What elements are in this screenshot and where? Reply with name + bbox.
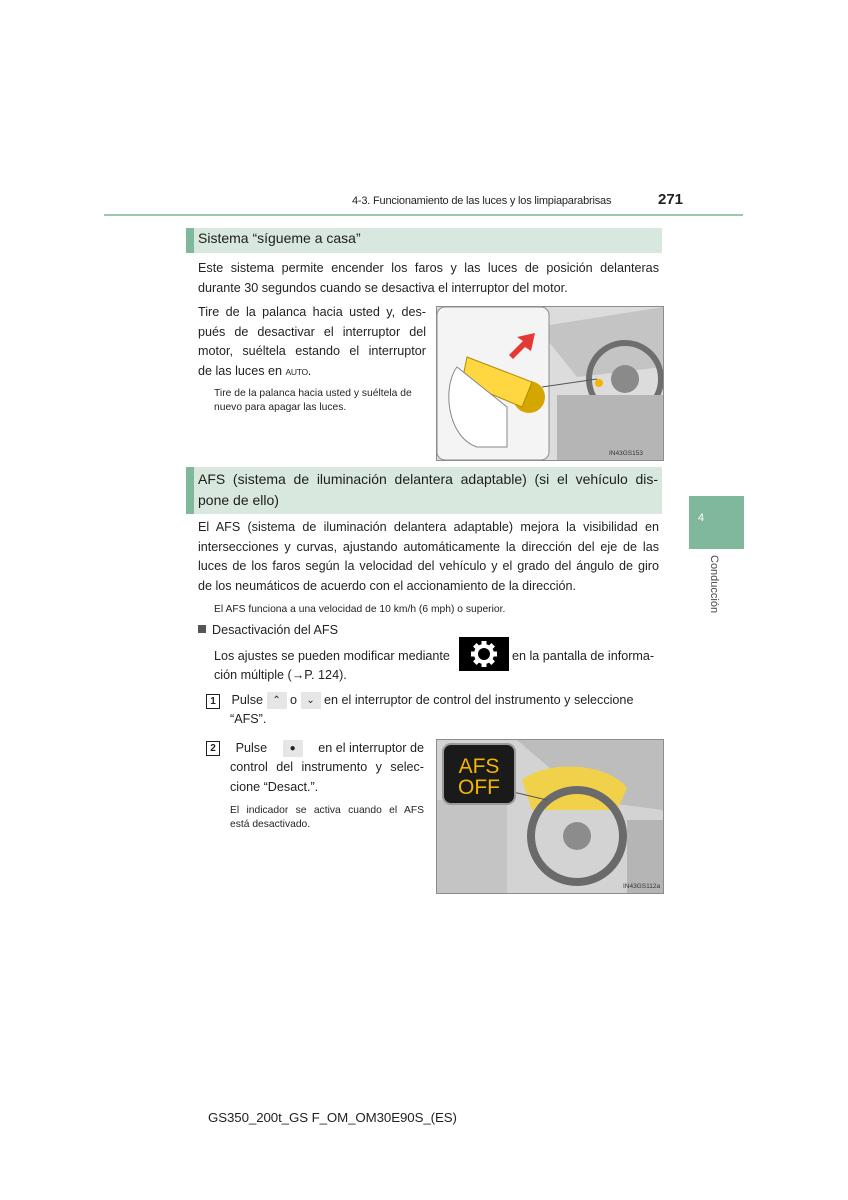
step2-note — [230, 804, 424, 832]
instruction-line: pués de desactivar el interruptor del — [198, 324, 426, 339]
chapter-label: Conducción — [708, 555, 720, 614]
section1-instruction: Tire de la palanca hacia usted y, des- pués de desactivar el interruptor del motor, suéltela estando el interruptor de las luces en AUTO. — [198, 305, 426, 378]
chapter-tab[interactable] — [689, 496, 744, 549]
title-line: AFS (sistema de iluminación delantera adaptable) (si el vehículo dis- — [198, 471, 658, 487]
step2-line: control del instrumento y selec- — [230, 760, 424, 774]
lever-illustration — [436, 306, 664, 461]
step2 — [206, 739, 424, 759]
chevron-up-icon: ⌃ — [267, 692, 287, 709]
section1-intro: Este sistema permite encender los faros y las luces de posición delanteras durante 30 segundos cuando se desactiva el interruptor del motor. — [198, 261, 659, 295]
page-number: 271 — [658, 191, 684, 208]
section2-title — [186, 467, 662, 514]
instruction-line: de las luces en — [198, 363, 283, 378]
step1-text-b: en el interruptor de control del instrumento y seleccione — [324, 693, 634, 707]
instruction-line: motor, suéltela estando el interruptor — [198, 344, 426, 358]
section1-title: Sistema “sígueme a casa” — [186, 228, 662, 253]
square-bullet-icon — [198, 625, 206, 633]
speed-note: El AFS funciona a una velocidad de 10 km/h (6 mph) o superior. — [214, 604, 506, 615]
subheading-text: Desactivación del AFS — [212, 623, 338, 637]
instruction-line: Tire de la palanca hacia usted y, des- — [198, 305, 426, 319]
chevron-down-icon: ⌄ — [301, 692, 321, 709]
intro-line: intersecciones y curvas, ajustando automáticamente la dirección del eje de las — [198, 539, 659, 554]
intro-line: El AFS (sistema de iluminación delantera adaptable) mejora la visibilidad en — [198, 520, 659, 534]
note-line: está desactivado. — [230, 819, 311, 830]
afs-off-illustration — [436, 739, 664, 894]
footer-code: GS350_200t_GS F_OM_OM30E90S_(ES) — [208, 1110, 457, 1125]
enter-dot-icon: ● — [283, 740, 303, 757]
title-line: pone de ello) — [198, 492, 279, 508]
step2-cont — [230, 758, 424, 797]
step2-line: Pulse — [235, 741, 268, 755]
subheading — [198, 621, 338, 641]
step1-or: o — [290, 693, 298, 707]
auto-symbol: AUTO — [285, 366, 308, 377]
step1-text-a: Pulse — [231, 693, 264, 707]
intro-line: luces de los faros según la velocidad del vehículo y el grado del ángulo de giro — [198, 559, 659, 573]
gear-icon — [459, 637, 509, 671]
section1-note — [214, 387, 428, 415]
settings-text-c: ción múltiple (→P. 124). — [214, 668, 347, 682]
note-line: nuevo para apagar las luces. — [214, 402, 347, 413]
note-line: El indicador se activa cuando el AFS — [230, 805, 424, 816]
section-header: 4-3. Funcionamiento de las luces y los limpiaparabrisas — [352, 195, 612, 207]
indicator-line: OFF — [458, 776, 500, 799]
intro-line: de los neumáticos de acuerdo con el accionamiento de la dirección. — [198, 578, 577, 593]
figure-code: IN43GS112a — [623, 883, 661, 890]
note-line: Tire de la palanca hacia usted y suéltela de — [214, 388, 412, 399]
header-rule — [104, 214, 743, 216]
step1 — [206, 691, 659, 711]
step1-text-c: “AFS”. — [230, 712, 267, 726]
step2-line: en el interruptor de — [318, 741, 424, 755]
settings-text-a: Los ajustes se pueden modificar mediante — [214, 649, 450, 663]
figure-code: IN43GS153 — [609, 450, 643, 457]
indicator-line: AFS — [458, 755, 500, 778]
step-number: 1 — [206, 694, 220, 709]
step2-line: cione “Desact.”. — [230, 779, 319, 794]
step-number: 2 — [206, 741, 220, 756]
chapter-number: 4 — [698, 512, 705, 524]
section2-intro — [198, 518, 659, 596]
settings-text-b: en la pantalla de informa- — [512, 649, 655, 663]
